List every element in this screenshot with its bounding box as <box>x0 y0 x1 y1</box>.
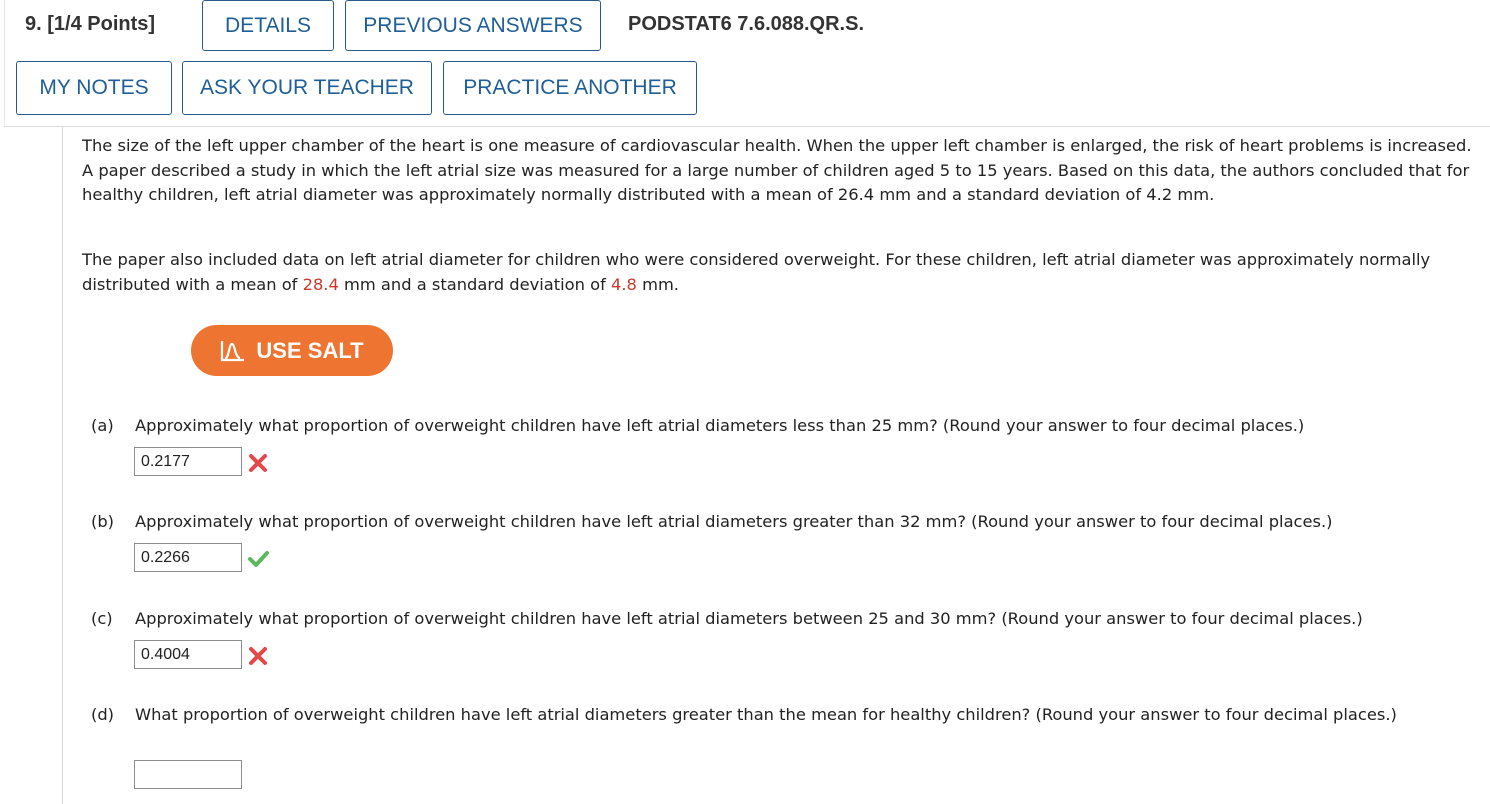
overweight-sd-value: 4.8 <box>611 274 637 294</box>
incorrect-x-icon <box>247 452 269 474</box>
my-notes-button[interactable]: MY NOTES <box>16 61 172 115</box>
question-header <box>4 0 1490 127</box>
part-c-question: Approximately what proportion of overweight children have left atrial diameters between 25 and 30 mm? (Round your answer to four decimal places.) <box>135 609 1363 628</box>
question-reference: PODSTAT6 7.6.088.QR.S. <box>628 13 865 35</box>
part-d-answer-input[interactable] <box>134 760 242 789</box>
overweight-mean-value: 28.4 <box>302 274 339 294</box>
problem-intro: The size of the left upper chamber of the heart is one measure of cardiovascular health. When the upper left chamber is enlarged, the risk of heart problems is increased. A paper described a study in which the left atrial size was measured for a large number of children aged 5 to 15 years. Based on this data, the authors concluded that for healthy children, left atrial diameter was approximately normally distributed with a mean of 26.4 mm and a standard deviation of 4.2 mm. <box>82 136 1472 204</box>
problem-overweight: The paper also included data on left atrial diameter for children who were considered overweight. For these children, left atrial diameter was approximately normally distributed with a mean of 28.4 mm and a standard deviation of 4.8 mm. <box>82 250 1431 294</box>
part-a-label: (a) <box>91 416 114 435</box>
ask-your-teacher-button[interactable]: ASK YOUR TEACHER <box>182 61 432 115</box>
question-points: [1/4 Points] <box>47 13 156 35</box>
part-a-answer-input[interactable] <box>134 447 242 476</box>
part-a-question: Approximately what proportion of overweight children have left atrial diameters less than 25 mm? (Round your answer to four decimal places.) <box>135 416 1305 435</box>
incorrect-x-icon <box>247 645 269 667</box>
content-left-rule <box>62 127 63 804</box>
correct-check-icon <box>247 548 269 570</box>
question-number: 9. <box>25 13 42 35</box>
part-c-answer-input[interactable] <box>134 640 242 669</box>
part-b-answer-input[interactable] <box>134 543 242 572</box>
salt-chart-icon <box>220 339 246 363</box>
previous-answers-button[interactable]: PREVIOUS ANSWERS <box>345 0 601 51</box>
part-b-label: (b) <box>91 512 115 531</box>
part-c-label: (c) <box>91 609 113 628</box>
part-d-label: (d) <box>91 705 115 724</box>
part-d-question: What proportion of overweight children have left atrial diameters greater than the mean for healthy children? (Round your answer to four decimal places.) <box>135 705 1397 724</box>
details-button[interactable]: DETAILS <box>202 0 334 51</box>
practice-another-button[interactable]: PRACTICE ANOTHER <box>443 61 697 115</box>
question-title <box>25 11 155 37</box>
use-salt-button[interactable] <box>191 325 393 376</box>
use-salt-label: USE SALT <box>256 337 364 363</box>
part-b-question: Approximately what proportion of overweight children have left atrial diameters greater than 32 mm? (Round your answer to four decimal places.) <box>135 512 1333 531</box>
